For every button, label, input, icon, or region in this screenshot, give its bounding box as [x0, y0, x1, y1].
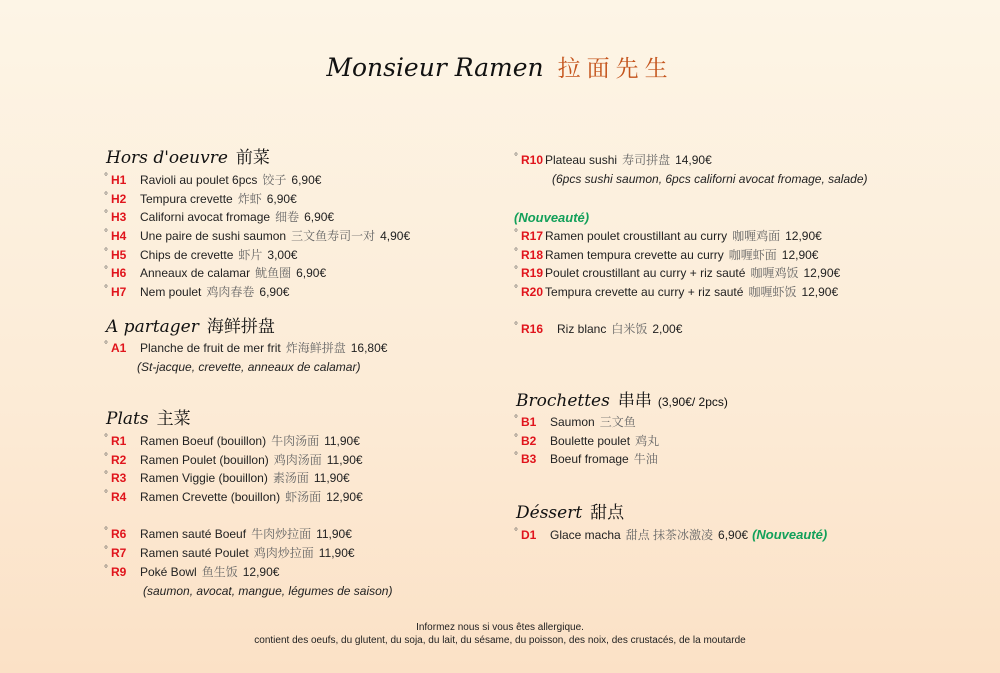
item-code: R7 [111, 546, 127, 561]
bullet-icon: ° [514, 451, 518, 463]
sushi-items [514, 151, 868, 170]
sushi-list [514, 151, 868, 189]
item-name-zh: 鱿鱼圈 [255, 266, 292, 281]
bullet-icon: ° [514, 527, 518, 538]
item-name-zh: 寿司拼盘 [622, 153, 671, 167]
item-name: Saumon [550, 415, 595, 429]
plats-ramen-items [104, 432, 392, 507]
item-price: 6,90€ [266, 191, 297, 206]
item-name: Poulet croustillant au curry + riz sauté [545, 266, 746, 281]
item-name: Ravioli au poulet 6pcs [140, 173, 258, 187]
item-code: R20 [521, 285, 544, 300]
item-name-zh: 细卷 [275, 210, 300, 225]
bullet-icon: ° [514, 284, 518, 296]
item-name: Ramen Viggie (bouillon) [140, 471, 268, 486]
bullet-icon: ° [104, 284, 108, 296]
item-name-zh: 鸡肉春卷 [206, 285, 255, 300]
title-zh: 拉面先生 [557, 56, 674, 82]
item-name-zh: 虾片 [238, 247, 263, 262]
item-price: 11,90€ [313, 471, 350, 486]
bullet-icon: ° [104, 190, 108, 202]
item-code: A1 [111, 341, 127, 355]
bullet-icon: ° [104, 265, 108, 277]
item-code: H2 [111, 191, 127, 206]
item-price: 11,90€ [318, 546, 355, 561]
item-name: Boeuf fromage [550, 452, 629, 467]
item-price: 16,80€ [350, 341, 388, 355]
item-name: Californi avocat fromage [140, 210, 271, 225]
item-name: Ramen sauté Poulet [140, 546, 249, 561]
item-name-zh: 甜点 抹茶冰激凌 [625, 528, 714, 542]
menu-item [104, 544, 392, 563]
item-code: R19 [521, 266, 544, 281]
menu-item [104, 171, 410, 190]
item-code: R18 [521, 247, 544, 262]
plats-saute-items [104, 525, 392, 581]
bullet-icon: ° [104, 246, 108, 258]
menu-item [104, 264, 410, 283]
item-name-zh: 三文鱼 [599, 415, 636, 429]
item-name: Nem poulet [140, 285, 202, 300]
item-name: Anneaux de calamar [140, 266, 251, 281]
plats-list [104, 432, 392, 601]
menu-item [104, 227, 410, 246]
menu-item [514, 264, 840, 283]
item-code: H4 [111, 229, 127, 244]
menu-item [514, 450, 664, 469]
bullet-icon: ° [104, 433, 108, 444]
menu-item [104, 451, 392, 470]
item-name-zh: 三文鱼寿司一对 [291, 229, 376, 244]
item-name-zh: 虾汤面 [285, 490, 322, 505]
heading-zh: 主菜 [156, 409, 191, 429]
item-code: H3 [111, 210, 127, 225]
heading-zh: 前菜 [235, 148, 270, 168]
item-name: Ramen Poulet (bouillon) [140, 452, 269, 467]
item-code: R10 [521, 153, 544, 167]
menu-item [514, 283, 840, 302]
item-price: 12,90€ [781, 247, 819, 262]
menu-item [104, 432, 392, 451]
heading-text: A partager [106, 317, 199, 337]
item-name-zh: 素汤面 [272, 471, 309, 486]
menu-item [104, 208, 410, 227]
item-price: 6,90€ [296, 266, 327, 281]
brochettes-price-note: (3,90€/ 2pcs) [657, 395, 728, 409]
item-name-zh: 咖喱虾面 [728, 247, 777, 262]
item-name: Plateau sushi [545, 153, 618, 167]
item-code: R1 [111, 434, 127, 448]
item-name-zh: 鸡肉炒拉面 [253, 546, 314, 561]
item-name: Glace macha [550, 528, 621, 542]
item-name-zh: 鸡丸 [635, 433, 660, 448]
nouveaute-list [514, 208, 840, 339]
item-name-zh: 咖喱鸡面 [732, 229, 781, 243]
item-code: R6 [111, 527, 127, 542]
menu-item [104, 488, 392, 507]
item-name-zh: 炸虾 [237, 191, 262, 206]
menu-item [514, 526, 827, 545]
item-price: 12,90€ [326, 490, 363, 505]
item-price: 11,90€ [316, 527, 352, 542]
allergy-footer [0, 621, 1000, 647]
bullet-icon: ° [104, 209, 108, 221]
dessert-list [514, 526, 827, 545]
menu-item [104, 469, 392, 488]
heading-text: Déssert [516, 503, 583, 523]
item-name: Planche de fruit de mer frit [140, 341, 281, 355]
item-name: Ramen tempura crevette au curry [545, 247, 724, 262]
bullet-icon: ° [104, 228, 108, 240]
item-name: Poké Bowl [140, 564, 197, 579]
item-name: Tempura crevette au curry + riz sauté [545, 285, 744, 300]
menu-item [104, 190, 410, 209]
item-code: R17 [521, 229, 544, 243]
item-price: 12,90€ [801, 285, 839, 300]
item-price: 4,90€ [380, 229, 411, 244]
bullet-icon: ° [104, 489, 108, 501]
bullet-icon: ° [104, 526, 108, 538]
heading-zh: 甜点 [590, 503, 625, 523]
hors-doeuvre-list [104, 171, 410, 302]
heading-text: Hors d'oeuvre [106, 148, 228, 168]
section-heading-plats [106, 404, 191, 429]
new-badge: (Nouveauté) [752, 527, 828, 542]
item-price: 12,90€ [803, 266, 841, 281]
item-name-zh: 炸海鲜拼盘 [285, 341, 346, 355]
allergy-notice: Informez nous si vous êtes allergique. [416, 622, 584, 633]
item-name-zh: 牛油 [633, 452, 658, 467]
section-heading-hors-doeuvre [106, 143, 270, 168]
bullet-icon: ° [104, 340, 108, 351]
nouveaute-items [514, 227, 840, 302]
item-name: Une paire de sushi saumon [140, 229, 287, 244]
bullet-icon: ° [514, 414, 518, 425]
brochettes-list [514, 413, 664, 469]
bullet-icon: ° [104, 470, 108, 482]
item-name-zh: 牛肉炒拉面 [251, 527, 312, 542]
a-partager-items [104, 339, 387, 358]
item-price: 6,90€ [259, 285, 290, 300]
item-name: Chips de crevette [140, 247, 234, 262]
bullet-icon: ° [514, 228, 518, 239]
item-code: H1 [111, 173, 127, 187]
heading-text: Plats [106, 409, 149, 429]
item-price: 14,90€ [675, 153, 712, 167]
nouveaute-label: (Nouveauté) [514, 210, 590, 225]
item-name: Boulette poulet [550, 433, 631, 448]
menu-item [514, 432, 664, 451]
menu-item [104, 525, 392, 544]
section-heading-a-partager [106, 312, 275, 337]
menu-item [514, 246, 840, 265]
item-price: 12,90€ [242, 564, 280, 579]
item-code: B3 [521, 452, 537, 467]
item-code: D1 [521, 528, 537, 542]
heading-zh: 海鲜拼盘 [206, 317, 275, 337]
menu-item [104, 246, 410, 265]
item-name: Ramen poulet croustillant au curry [545, 229, 728, 243]
item-price: 12,90€ [785, 229, 822, 243]
bullet-icon: ° [514, 432, 518, 444]
item-name-zh: 咖喱鸡饭 [750, 266, 799, 281]
section-heading-brochettes [516, 386, 728, 411]
section-heading-dessert [516, 498, 624, 523]
a-partager-list [104, 339, 387, 377]
item-code: H6 [111, 266, 127, 281]
heading-zh: 串串 [617, 391, 652, 411]
bullet-icon: ° [104, 451, 108, 463]
item-code: R4 [111, 490, 127, 505]
menu-item [104, 283, 410, 302]
item-code: R3 [111, 471, 127, 486]
item-name-zh: 饺子 [262, 173, 287, 187]
bullet-icon: ° [514, 321, 518, 333]
item-name: Ramen Boeuf (bouillon) [140, 434, 267, 448]
item-code: H5 [111, 247, 127, 262]
bullet-icon: ° [104, 545, 108, 557]
item-price: 2,00€ [652, 322, 683, 337]
heading-text: Brochettes [516, 391, 610, 411]
item-name: Tempura crevette [140, 191, 233, 206]
item-price: 6,90€ [291, 173, 322, 187]
item-name: Ramen Crevette (bouillon) [140, 490, 281, 505]
menu-item [514, 151, 868, 170]
item-price: 6,90€ [718, 528, 749, 542]
menu-item [104, 339, 387, 358]
item-code: H7 [111, 285, 127, 300]
item-name: Ramen sauté Boeuf [140, 527, 247, 542]
item-code: B1 [521, 415, 537, 429]
item-name-zh: 咖喱虾饭 [748, 285, 797, 300]
title-fr: Monsieur Ramen [326, 53, 544, 82]
menu-item [514, 320, 840, 339]
item-code: R9 [111, 564, 127, 579]
item-code: R16 [521, 322, 544, 337]
item-name-zh: 鸡肉汤面 [273, 452, 322, 467]
plats-note: (saumon, avocat, mangue, légumes de saison) [143, 583, 393, 598]
item-price: 6,90€ [304, 210, 335, 225]
a-partager-note: (St-jacque, crevette, anneaux de calamar) [137, 359, 361, 374]
menu-item [514, 413, 664, 432]
item-name-zh: 鱼生饭 [201, 564, 238, 579]
item-name: Riz blanc [557, 322, 607, 337]
bullet-icon: ° [514, 265, 518, 277]
item-name-zh: 牛肉汤面 [271, 434, 320, 448]
bullet-icon: ° [514, 246, 518, 258]
item-price: 11,90€ [324, 434, 360, 448]
menu-title [0, 50, 1000, 83]
item-code: B2 [521, 433, 537, 448]
allergen-list: contient des oeufs, du glutent, du soja, du lait, du sésame, du poisson, des noix, des crustacés, de la moutarde [254, 635, 746, 646]
item-code: R2 [111, 452, 127, 467]
riz-items [514, 320, 840, 339]
bullet-icon: ° [104, 172, 108, 183]
menu-item [104, 563, 392, 582]
item-price: 3,00€ [267, 247, 298, 262]
sushi-note: (6pcs sushi saumon, 6pcs californi avocat fromage, salade) [552, 171, 868, 186]
item-name-zh: 白米饭 [611, 322, 648, 337]
menu-item [514, 227, 840, 246]
item-price: 11,90€ [326, 452, 363, 467]
bullet-icon: ° [514, 152, 518, 163]
bullet-icon: ° [104, 563, 108, 575]
